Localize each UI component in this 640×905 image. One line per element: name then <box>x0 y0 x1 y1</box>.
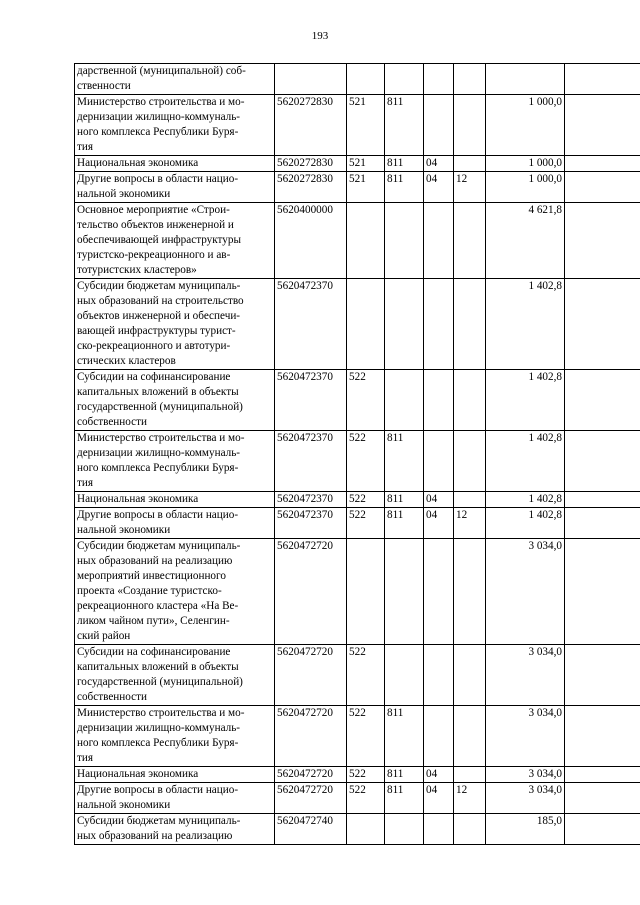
cell-grbs-code <box>347 814 385 845</box>
cell-department-code <box>385 370 424 431</box>
cell-extra-empty <box>565 814 640 845</box>
cell-item-name <box>75 508 275 539</box>
table-row <box>75 767 640 783</box>
cell-subsection-code: 12 <box>454 783 486 814</box>
item-name-line: стических кластеров <box>77 355 176 367</box>
cell-subsection-code <box>454 706 486 767</box>
cell-grbs-code: 522 <box>347 508 385 539</box>
cell-subsection-code <box>454 645 486 706</box>
item-name-line: Субсидии бюджетам муниципаль- <box>77 540 241 552</box>
cell-subsection-code <box>454 492 486 508</box>
cell-target-code: 5620472370 <box>275 279 347 370</box>
cell-section-code <box>424 539 454 645</box>
item-name-line: нальной экономики <box>77 188 171 200</box>
table-row <box>75 431 640 492</box>
cell-item-name <box>75 645 275 706</box>
item-name-line: Субсидии бюджетам муниципаль- <box>77 280 241 292</box>
cell-grbs-code: 522 <box>347 767 385 783</box>
cell-extra-empty <box>565 508 640 539</box>
cell-item-name <box>75 814 275 845</box>
cell-section-code <box>424 203 454 279</box>
cell-extra-empty <box>565 431 640 492</box>
cell-section-code: 04 <box>424 783 454 814</box>
cell-section-code <box>424 95 454 156</box>
cell-subsection-code <box>454 64 486 95</box>
cell-grbs-code <box>347 64 385 95</box>
item-name-line: государственной (муниципальной) <box>77 676 243 688</box>
cell-item-name <box>75 492 275 508</box>
cell-subsection-code: 12 <box>454 172 486 203</box>
item-name-line: ский район <box>77 630 131 642</box>
item-name-line: ликом чайном пути», Селенгин- <box>77 615 230 627</box>
cell-target-code <box>275 64 347 95</box>
cell-department-code: 811 <box>385 172 424 203</box>
cell-extra-empty <box>565 95 640 156</box>
cell-grbs-code: 521 <box>347 172 385 203</box>
cell-section-code <box>424 645 454 706</box>
cell-grbs-code: 522 <box>347 370 385 431</box>
cell-extra-empty <box>565 645 640 706</box>
item-name-line: Национальная экономика <box>77 493 199 505</box>
item-name-line: ного комплекса Республики Буря- <box>77 126 239 138</box>
cell-subsection-code <box>454 370 486 431</box>
item-name-line: ственности <box>77 80 131 92</box>
cell-amount: 3 034,0 <box>486 539 565 645</box>
item-name-line: собственности <box>77 416 147 428</box>
item-name-line: Основное мероприятие «Строи- <box>77 204 230 216</box>
table-row <box>75 172 640 203</box>
cell-amount: 3 034,0 <box>486 767 565 783</box>
table-row <box>75 783 640 814</box>
cell-grbs-code <box>347 279 385 370</box>
table-row <box>75 279 640 370</box>
table-row <box>75 492 640 508</box>
cell-subsection-code <box>454 767 486 783</box>
cell-amount: 3 034,0 <box>486 783 565 814</box>
cell-amount: 185,0 <box>486 814 565 845</box>
cell-extra-empty <box>565 172 640 203</box>
item-name-line: дарственной (муниципальной) соб- <box>77 65 246 77</box>
cell-item-name <box>75 370 275 431</box>
cell-target-code: 5620472370 <box>275 508 347 539</box>
cell-section-code <box>424 279 454 370</box>
cell-target-code: 5620472720 <box>275 706 347 767</box>
cell-amount: 1 402,8 <box>486 370 565 431</box>
cell-target-code: 5620272830 <box>275 172 347 203</box>
cell-grbs-code: 522 <box>347 706 385 767</box>
cell-item-name <box>75 431 275 492</box>
item-name-line: ных образований на реализацию <box>77 830 233 842</box>
cell-grbs-code: 521 <box>347 95 385 156</box>
item-name-line: Субсидии на софинансирование <box>77 371 231 383</box>
cell-target-code: 5620472720 <box>275 767 347 783</box>
item-name-line: Министерство строительства и мо- <box>77 96 245 108</box>
table-row <box>75 814 640 845</box>
table-row <box>75 370 640 431</box>
cell-extra-empty <box>565 767 640 783</box>
cell-grbs-code: 522 <box>347 492 385 508</box>
cell-grbs-code: 522 <box>347 783 385 814</box>
page-number: 193 <box>311 30 329 42</box>
cell-grbs-code: 521 <box>347 156 385 172</box>
cell-target-code: 5620400000 <box>275 203 347 279</box>
cell-department-code <box>385 539 424 645</box>
cell-subsection-code <box>454 539 486 645</box>
item-name-line: Национальная экономика <box>77 157 199 169</box>
cell-subsection-code <box>454 279 486 370</box>
item-name-line: ных образований на строительство <box>77 295 244 307</box>
cell-department-code: 811 <box>385 706 424 767</box>
cell-amount: 1 402,8 <box>486 279 565 370</box>
cell-target-code: 5620472720 <box>275 645 347 706</box>
cell-amount: 1 402,8 <box>486 431 565 492</box>
item-name-line: ного комплекса Республики Буря- <box>77 737 239 749</box>
item-name-line: обеспечивающей инфраструктуры <box>77 234 242 246</box>
cell-amount: 1 000,0 <box>486 156 565 172</box>
item-name-line: Другие вопросы в области нацио- <box>77 509 239 521</box>
cell-department-code <box>385 814 424 845</box>
item-name-line: Субсидии бюджетам муниципаль- <box>77 815 241 827</box>
cell-target-code: 5620472720 <box>275 539 347 645</box>
cell-extra-empty <box>565 203 640 279</box>
item-name-line: тия <box>77 477 94 489</box>
item-name-line: нальной экономики <box>77 524 171 536</box>
item-name-line: Министерство строительства и мо- <box>77 707 245 719</box>
item-name-line: туристско-рекреационного и ав- <box>77 249 231 261</box>
cell-section-code: 04 <box>424 767 454 783</box>
cell-extra-empty <box>565 783 640 814</box>
table-row <box>75 645 640 706</box>
cell-extra-empty <box>565 64 640 95</box>
cell-amount: 3 034,0 <box>486 645 565 706</box>
cell-target-code: 5620472720 <box>275 783 347 814</box>
item-name-line: Другие вопросы в области нацио- <box>77 784 239 796</box>
item-name-line: дернизации жилищно-коммуналь- <box>77 447 241 459</box>
cell-department-code <box>385 645 424 706</box>
cell-grbs-code: 522 <box>347 431 385 492</box>
cell-amount: 1 000,0 <box>486 95 565 156</box>
cell-item-name <box>75 203 275 279</box>
budget-table <box>74 63 640 845</box>
cell-item-name <box>75 95 275 156</box>
item-name-line: рекреационного кластера «На Ве- <box>77 600 239 612</box>
cell-department-code: 811 <box>385 431 424 492</box>
budget-table-body <box>75 64 640 845</box>
cell-extra-empty <box>565 539 640 645</box>
cell-department-code: 811 <box>385 767 424 783</box>
table-row <box>75 706 640 767</box>
cell-extra-empty <box>565 492 640 508</box>
item-name-line: тия <box>77 752 94 764</box>
item-name-line: капитальных вложений в объекты <box>77 661 239 673</box>
cell-item-name <box>75 156 275 172</box>
cell-amount: 3 034,0 <box>486 706 565 767</box>
cell-target-code: 5620472370 <box>275 431 347 492</box>
cell-subsection-code <box>454 814 486 845</box>
cell-department-code: 811 <box>385 492 424 508</box>
cell-item-name <box>75 172 275 203</box>
cell-section-code: 04 <box>424 508 454 539</box>
cell-amount <box>486 64 565 95</box>
table-row <box>75 508 640 539</box>
item-name-line: капитальных вложений в объекты <box>77 386 239 398</box>
cell-target-code: 5620472740 <box>275 814 347 845</box>
item-name-line: ных образований на реализацию <box>77 555 233 567</box>
cell-extra-empty <box>565 279 640 370</box>
cell-section-code <box>424 814 454 845</box>
cell-subsection-code: 12 <box>454 508 486 539</box>
cell-grbs-code <box>347 203 385 279</box>
cell-item-name <box>75 767 275 783</box>
cell-department-code <box>385 203 424 279</box>
cell-subsection-code <box>454 156 486 172</box>
cell-section-code <box>424 706 454 767</box>
cell-item-name <box>75 539 275 645</box>
table-row <box>75 156 640 172</box>
item-name-line: Субсидии на софинансирование <box>77 646 231 658</box>
cell-subsection-code <box>454 95 486 156</box>
cell-item-name <box>75 706 275 767</box>
cell-extra-empty <box>565 156 640 172</box>
item-name-line: дернизации жилищно-коммуналь- <box>77 722 241 734</box>
item-name-line: тельство объектов инженерной и <box>77 219 234 231</box>
cell-amount: 1 402,8 <box>486 508 565 539</box>
cell-section-code <box>424 431 454 492</box>
cell-target-code: 5620272830 <box>275 156 347 172</box>
cell-target-code: 5620472370 <box>275 492 347 508</box>
cell-target-code: 5620272830 <box>275 95 347 156</box>
cell-grbs-code: 522 <box>347 645 385 706</box>
cell-department-code: 811 <box>385 783 424 814</box>
cell-section-code <box>424 64 454 95</box>
item-name-line: вающей инфраструктуры турист- <box>77 325 236 337</box>
item-name-line: мероприятий инвестиционного <box>77 570 226 582</box>
cell-section-code: 04 <box>424 172 454 203</box>
cell-department-code: 811 <box>385 95 424 156</box>
cell-section-code <box>424 370 454 431</box>
cell-subsection-code <box>454 431 486 492</box>
cell-extra-empty <box>565 370 640 431</box>
item-name-line: Другие вопросы в области нацио- <box>77 173 239 185</box>
cell-target-code: 5620472370 <box>275 370 347 431</box>
cell-department-code <box>385 64 424 95</box>
cell-item-name <box>75 64 275 95</box>
cell-department-code: 811 <box>385 508 424 539</box>
cell-amount: 1 000,0 <box>486 172 565 203</box>
cell-amount: 1 402,8 <box>486 492 565 508</box>
item-name-line: тотуристских кластеров» <box>77 264 197 276</box>
cell-grbs-code <box>347 539 385 645</box>
cell-extra-empty <box>565 706 640 767</box>
cell-subsection-code <box>454 203 486 279</box>
table-row <box>75 95 640 156</box>
item-name-line: собственности <box>77 691 147 703</box>
item-name-line: объектов инженерной и обеспечи- <box>77 310 241 322</box>
table-row <box>75 203 640 279</box>
table-row <box>75 539 640 645</box>
item-name-line: ного комплекса Республики Буря- <box>77 462 239 474</box>
item-name-line: Национальная экономика <box>77 768 199 780</box>
item-name-line: нальной экономики <box>77 799 171 811</box>
cell-section-code: 04 <box>424 492 454 508</box>
cell-section-code: 04 <box>424 156 454 172</box>
cell-item-name <box>75 783 275 814</box>
item-name-line: проекта «Создание туристско- <box>77 585 222 597</box>
item-name-line: дернизации жилищно-коммуналь- <box>77 111 241 123</box>
item-name-line: государственной (муниципальной) <box>77 401 243 413</box>
item-name-line: ско-рекреационного и автотури- <box>77 340 231 352</box>
cell-department-code <box>385 279 424 370</box>
cell-item-name <box>75 279 275 370</box>
item-name-line: Министерство строительства и мо- <box>77 432 245 444</box>
cell-department-code: 811 <box>385 156 424 172</box>
cell-amount: 4 621,8 <box>486 203 565 279</box>
item-name-line: тия <box>77 141 94 153</box>
table-row <box>75 64 640 95</box>
